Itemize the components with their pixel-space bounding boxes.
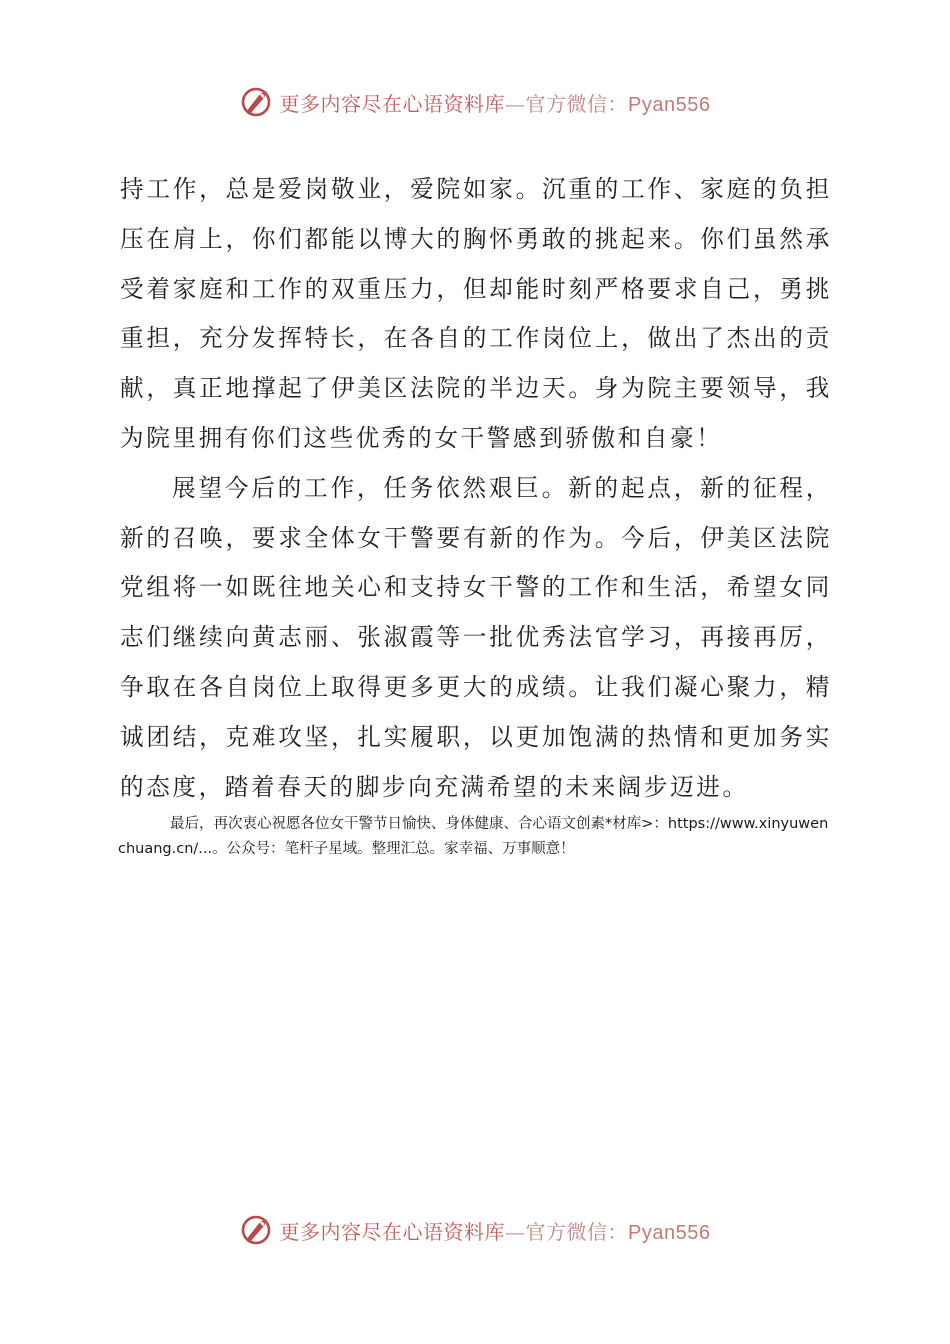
- paragraph-continued: 持工作，总是爱岗敬业，爱院如家。沉重的工作、家庭的负担压在肩上，你们都能以博大的胸怀勇敢的挑起来。你们虽然承受着家庭和工作的双重压力，但却能时刻严格要求自己，勇挑重担，充分发挥特长，在各自的工作岗位上，做出了杰出的贡献，真正地撑起了伊美区法院的半边天。身为院主要领导，我为院里拥有你们这些优秀的女干警感到骄傲和自豪！: [120, 175, 832, 452]
- watermark-wechat-id: Pyan556: [628, 93, 711, 116]
- watermark-brand: 更多内容尽在心语资料库: [279, 91, 506, 116]
- watermark-wechat-label: 官方微信：: [525, 1219, 629, 1244]
- watermark-wechat-label: 官方微信：: [525, 91, 629, 116]
- footer-watermark: [0, 1210, 950, 1250]
- pen-nib-logo-icon: [240, 1213, 274, 1247]
- watermark-separator: —: [505, 1219, 526, 1244]
- closing-note: 最后，再次衷心祝愿各位女干警节日愉快、身体健康、合心语文创素*材库>：https://www.xinyuwenchuang.cn/...。公众号：笔杆子星域。整理汇总。家幸福、万事顺意！: [118, 816, 829, 857]
- watermark-text: [280, 88, 711, 117]
- document-body: [120, 165, 832, 812]
- watermark-separator: —: [505, 91, 526, 116]
- pen-nib-logo-icon: [240, 85, 274, 119]
- watermark-brand: 更多内容尽在心语资料库: [279, 1219, 506, 1244]
- watermark-text: [280, 1216, 711, 1245]
- watermark-wechat-id: Pyan556: [628, 1221, 711, 1244]
- paragraph-outlook: 展望今后的工作，任务依然艰巨。新的起点，新的征程，新的召唤，要求全体女干警要有新的作为。今后，伊美区法院党组将一如既往地关心和支持女干警的工作和生活，希望女同志们继续向黄志丽、张淑霞等一批优秀法官学习，再接再厉，争取在各自岗位上取得更多更大的成绩。让我们凝心聚力，精诚团结，克难攻坚，扎实履职，以更加饱满的热情和更加务实的态度，踏着春天的脚步向充满希望的未来阔步迈进。: [120, 473, 832, 801]
- header-watermark: [0, 82, 950, 122]
